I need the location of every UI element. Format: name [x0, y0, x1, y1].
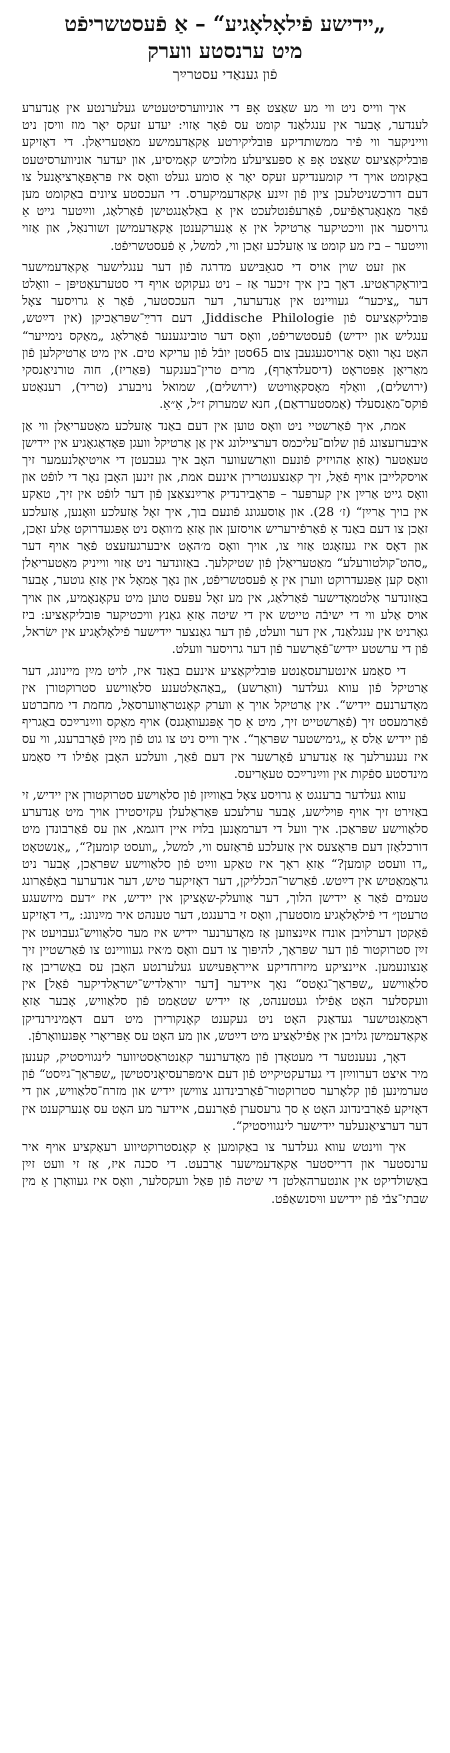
article-paragraph-6: דאָך, נעענטער די מעטאָדן פֿון מאָדערנער קאַנטראַסטיווער לינגוויסטיק, קענען מיר איצט דערווײַזן די געדעקטיקייט פֿון דעם אימפּרעסיאָניסטישן „שפּראַך־גײַסט“ פֿון טערמינען פֿון קלאָרער סטרוקטור־פֿאַרבינדונג צווישן יידיש און מזרח־סלאַוויש, און די דאָזיקע פֿאַרבינדונג האָט אַ סך גרעסערן פֿאַרנעם, איידער מע האָט עס אָנערקענט אין דער דערציאַנעלער יידישער לינגוויסטיק“. [22, 1048, 428, 1133]
article-paragraph-3: אמת, איך פֿאַרשטיי ניט וואָס טוען אין דעם באַנד אַזעלכע מאַטעריאַלן ווי אַן איבערזעצונג פֿון שלום־עליכמס דערציילונג אין אַן אַרטיקל וועגן פּאָדאַגאָגיע אין יידישן טעאַטער (אַזאַ אַהויזיק פֿונעם וואַרשעווער האָב איך געבעטן די אויטיאָלנעמער זיך אויסקלייבן אויף פֿאַל, זיך קאַנצענטרירן אינעם אמת, און זינען האָבן נאָר די לופֿט און וואָס גייט אַרײַן אין קערפּער – פּראָבירנדיק אַרײַנצאַצן פֿון דער לופֿט אין זיך, טאַקע אין בויך אַרײַן“ (ז׳ 28). און אַוסעגונג פֿונעם בוך, איך זאָל אַזעלכע ווּאָנען, אַזעלכע זאַכן צו דעם באַנד אַ פֿאַרפֿירעריש אויסזען און אַזאַ מ׳וואָס ניט אַפּגעדרוקט אַלע זאַכן, און דאָס איז געזאָגט אַזוי צו, אויך וואָס מ׳האָט איבערגעזעצט פֿאַר אויף דער „סהט־קולטורעלע“ מאַטעריאַלן פֿון שטיקלעך. באַזונדער ניט אַזוי ווייניק מאַטעריאַלן וואָס קען אַפּגעדרוקט ווערן אין אַ פֿעסטשריפֿט, און נאָך אַמאָל אין אַזאַ גוטער, אָבער באַזונדער אַלטמאָדישער פֿאַרלאַג, אין מע זאָל עפּעס טוען מיט עקאָנאָמיע, און אויך אויס אַלע ווי די ישיבֿה טייטש אין די שיטה אַזאַ גאַנץ וויכטיקער פּובליקאַציע: ביז גאָרניט אין ענגלאַנד, אין דער וועלט, פֿון דער גאַנצער יידישער פֿילאָלאָגיע אין ישׂראל, פֿון די ערשטע ייִדיש־פֿאָרשער פֿון דער גרויסער וועלט. [22, 417, 428, 657]
article-body [22, 99, 428, 1207]
article-paragraph-5: עווא געלדער ברענגט אַ גרויסע צאָל באַווײַזן פֿון סלאַוישע סטרוקטורן אין יידיש, זי באַזירט זיך אויף פּוילישע, אָבער ערלעכע פּאַראַלעלן עקזיסטירן אויך מיט אַנדערע סלאַווישע שפּראַכן. איך וועל די דערמאָנען בלויז איין דוגמא, און עס פֿאַרבונדן מיט דורכלאַזן דעם פּראָצעס אין אַזעלכע פֿראַזעס ווי, למשל, „וועסט קומען?“, „אַנשטאָט „דו וועסט קומען?“ אַזאַ ראָך איז טאַקע ווײַט פֿון סלאַווישע שפּראַכן, אָבער ניט גראַמאַטיש אין דײַטש. פֿאַרשר־הכלליקן, דער דאָזיקער טיש, דער אנדערער באָפֿאַרונג טעמים פֿאַר אַ יידישן הלוך, דער אַוועלק-שאָציקן אין יידיש, איז ״דעם מיזשעגע טרעטן״ די פֿילאָלאָגיע מוסטערן, וואָס זי ברענגט, דער טענהט איר מײַנונג: „די דאָזיקע פֿאַקטן דערלויבן אונדז אײַנצוזען אַז מאָדערנער יידיש איז מער סלאַוויש־געבויעט אין זײַן סטרוקטור פֿון דער שפּראַך, להיפּוך צו דעם וואָס מ׳איז געווויינט צו פֿאַרשטיין זיך אַנצונעמען. איינציקע מיזרחדיקע אייראָפּעיִשע געלערנטע האָבן עס באַשריבן אַז סלאַווישע „שפּראַך־גאָטס“ נאָך איידער [דער יוראַלדיש־ישראַלדיקער פֿאַל] אין וועקסלער האָט אַפֿילו געטענהט, אַז יידיש שטאַמט פֿון סלאַוויש, אָבער אַזאַ ראָמאַנטישער געדאַנק האָט ניט געקענט קאָנקורירן מיט דעם דאָמינירנדיקן אַקאַדעמישן גלויבן אין אַפֿילאַציע מיט דײַטש, און מע האָט עס אַפּריאָרי אָפּגעוואָרפֿן. [22, 786, 428, 1043]
article-title-line-1: „יידישע פֿילאָלאָגיע“ – אַ פֿעסטשריפֿט [64, 11, 386, 36]
article-title [22, 10, 428, 64]
article-title-line-2: מיט ערנסטע ווערק [147, 38, 303, 63]
article-paragraph-2: און זעט שוין אויס די סגאַבּישע מדרגה פֿון דער ענגלישער אַקאַדעמישער ביוראָקראַטיע. דאָך בין איך זיכער אַז – ניט געקוקט אויף די סטערעאָטיפּן – וואָלט דער „ציכער“ געוויינט אין אַנדערער, דער העכסטער, פֿאַר אַ גרויסער צאָל פּובליקאַציעס פֿון Jiddische Philologie, דעם דרײַ־שפּראַכיקן (אין דײַטש, ענגליש און יידיש) פֿעסטשריפֿט, וואָס דער טובינגענער פֿאַרלאַג „מאַקס נימייער“ האָט נאָר וואָס אַרויסגעגעבן צום 65סטן יובֿל פֿון עריקא טים. אין מיט אַרטיקלען פֿון מאַריאָן אַפּטראָט (דיסעלדאָרף), מרים טרין־בענקער (פּאַריז), חוה טורניאַנסקי (ירושלים), וואַלף מאָסקאָוויטש (ירושלים), שמואל נויבערג (טריר), רענאַטע פֿוקס־מאַנסעלד (אַמסטערדאַם), חנא שמערוק ז״ל, אַ״אַ. [22, 258, 428, 412]
article-paragraph-7: איך ווינטש עווא געלדער צו באַקומען אַ קאָנסטרוקטיווע רעאַקציע אויף איר ערנסטער און דרייסטער אַקאַדעמישער אַרבעט. די סכנה איז, אַז זי וועט זײַן באַשולדיקט אין אונטערהאַלטן די שיטה פֿון פּאַל וועקסלער, וואָס איז געוואָרן אַ מין שבתי־צבֿי פֿון יידישע ווּיסנשאַפֿט. [22, 1138, 428, 1206]
article-paragraph-1: איך ווייס ניט ווי מע שאַצט אָפּ די אוניווערסיטעטיש געלערנטע אין אַנדערע לענדער, אָבער אין ענגלאַנד קומט עס פֿאָר אַזוי: יעדע זעקס יאָר מוז וויסן ניט ווייניקער ווי פֿיר ממשותדיקע פּובליקירטע אַקאַדעמישע מאַטעריאַלן. די דאָזיקע פּובליקאַציעס שאַצט אָפּ אַ ספּעציעלע מלוכיש קאָמיסיע, און יעדער אוניווערסיטעט באַקומט אויך די קומענדיקע זעקס יאָר אַ סומע געלט וואָס איז פּראָפּאָרציאָנעל צו דעם דורכשניטלעכן ציון פֿון זײַנע אַקאַדעמיקערס. די העכסטע ציונים באַקומט מען פֿאַר מאָנאָגראַפֿיעס, פֿאַרעפֿנטלעכט אין אַ באַלאַנגטישן פֿאַרלאַג, ווײַטער גייט אַ גרויסער און וויכטיקער אַרטיקל אין אַ אַנערקענטן אַקאַדעמישן זשורנאַל, און אַזוי ווײַטער – ביז מע קומט צו אַזעלכע זאַכן ווי, למשל, אַ פֿעסטשריפֿט. [22, 100, 428, 253]
article-byline: פֿון גענאַדי עסטרײַך [172, 67, 278, 83]
article-paragraph-4: די סאַמע אינטערעסאַנטע פּובליקאַציע אינעם באַנד איז, לויט מײַן מיינונג, דער אַרטיקל פֿון עווא געלדער (וואַרשע) „באַהאַלטענע סלאַווישע סטרוקטורן אין מאָדערנעם יידיש“. אין אַרטיקל אויך אַ ווערק קאָנטראָווערסאַל, מחמת די מחברטע פֿאַרמעסט זיך (פֿאַרשטייט זיך, מיט אַ סך אַפּגעוואָגנס) אויף מאַקס ווײַנרײַכס באַגריף פֿון יידיש אַלס אַ „גימישטער שפּראַך“. איך ווייס ניט צו גוט פֿון מײַן פֿאָרברענג, ווי עס איז נעגערלעך אַז אַנדערע פֿאָרשער אין דעם פֿאַך, וועלכע האָבן אַפֿילו די סאַמע מינדסטע ספֿקות אין ווײַנרײַכס טעאָריעס. [22, 662, 428, 781]
